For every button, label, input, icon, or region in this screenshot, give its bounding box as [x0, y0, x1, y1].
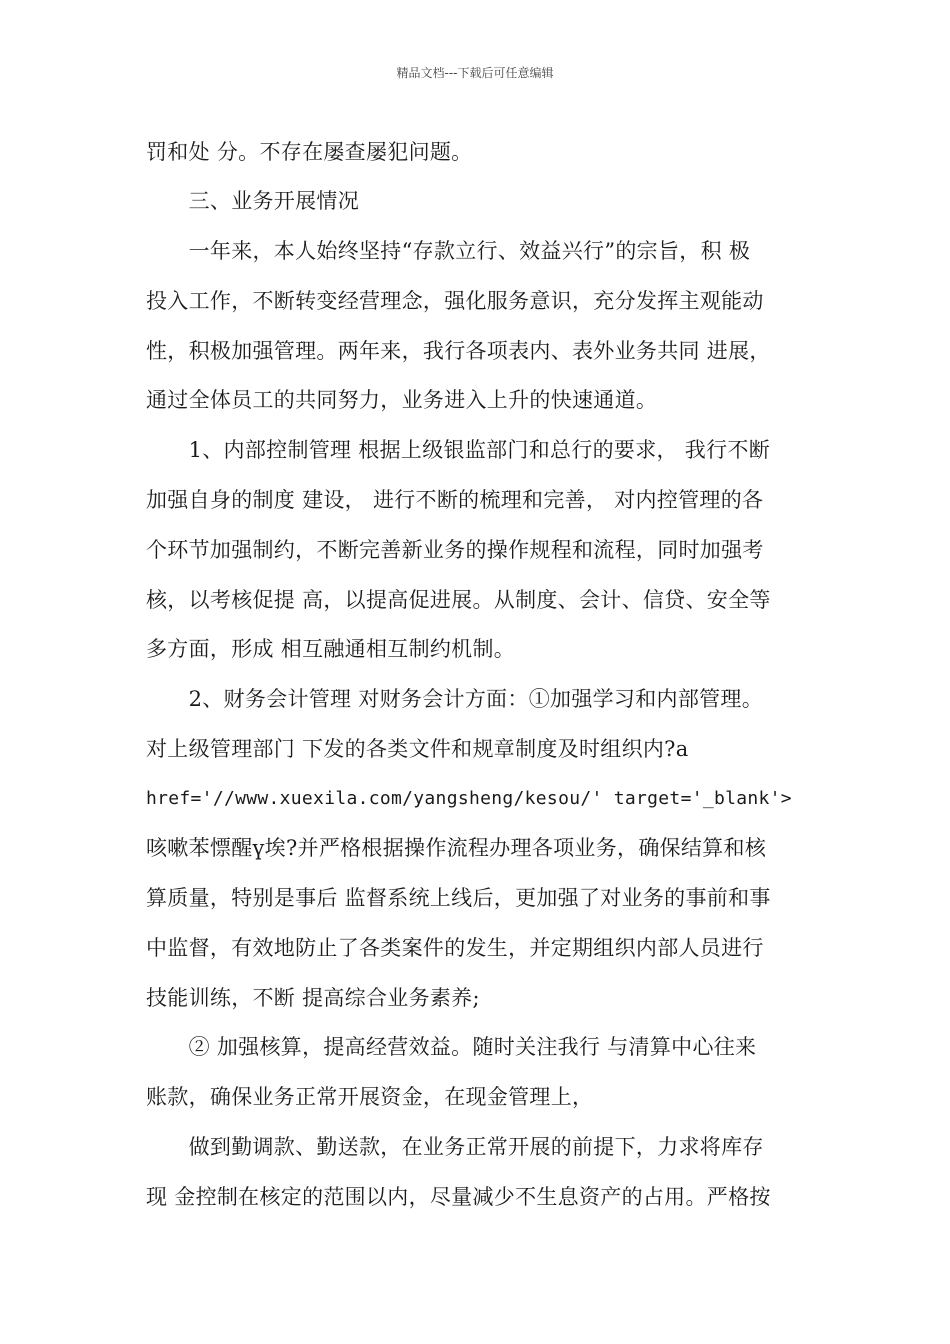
- page-header: 精品文档---下载后可任意编辑: [396, 66, 554, 80]
- text-line: 技能训练，不断 提高综合业务素养;: [146, 986, 480, 1010]
- text-line: 对上级管理部门 下发的各类文件和规章制度及时组织内?a: [146, 737, 689, 761]
- text-line: 加强自身的制度 建设， 进行不断的梳理和完善， 对内控管理的各: [146, 488, 764, 512]
- text-line: 多方面，形成 相互融通相互制约机制。: [146, 637, 516, 661]
- text-line: 账款，确保业务正常开展资金，在现金管理上，: [146, 1085, 594, 1109]
- text-line: 核，以考核促提 高，以提高促进展。从制度、会计、信贷、安全等: [146, 588, 771, 612]
- text-line: 投入工作，不断转变经营理念，强化服务意识，充分发挥主观能动: [146, 289, 764, 313]
- text-line: 性，积极加强管理。两年来，我行各项表内、表外业务共同 进展，: [146, 339, 771, 363]
- text-line: 中监督，有效地防止了各类案件的发生，并定期组织内部人员进行: [146, 936, 764, 960]
- text-line: 罚和处 分。不存在屡查屡犯问题。: [146, 140, 473, 164]
- text-line: 通过全体员工的共同努力，业务进入上升的快速通道。: [146, 388, 658, 412]
- text-line: 现 金控制在核定的范围以内，尽量减少不生息资产的占用。严格按: [146, 1185, 771, 1209]
- text-line: 1、内部控制管理 根据上级银监部门和总行的要求， 我行不断: [146, 438, 771, 462]
- text-line: 一年来，本人始终坚持“存款立行、效益兴行”的宗旨，积 极: [146, 239, 751, 263]
- section-heading: 三、业务开展情况: [146, 189, 359, 213]
- text-line: 咳嗽苯慓醒ү埃?并严格根据操作流程办理各项业务，确保结算和核: [146, 836, 767, 860]
- text-line: 算质量，特别是事后 监督系统上线后，更加强了对业务的事前和事: [146, 886, 771, 910]
- text-line: 做到勤调款、勤送款，在业务正常开展的前提下，力求将库存: [146, 1135, 764, 1159]
- text-line: 2、财务会计管理 对财务会计方面：①加强学习和内部管理。: [146, 687, 764, 711]
- text-line: 个环节加强制约，不断完善新业务的操作规程和流程，同时加强考: [146, 538, 764, 562]
- html-fragment-line: href='//www.xuexila.com/yangsheng/kesou/' target='_blank'>: [146, 788, 792, 809]
- text-line: ② 加强核算，提高经营效益。随时关注我行 与清算中心往来: [146, 1035, 757, 1059]
